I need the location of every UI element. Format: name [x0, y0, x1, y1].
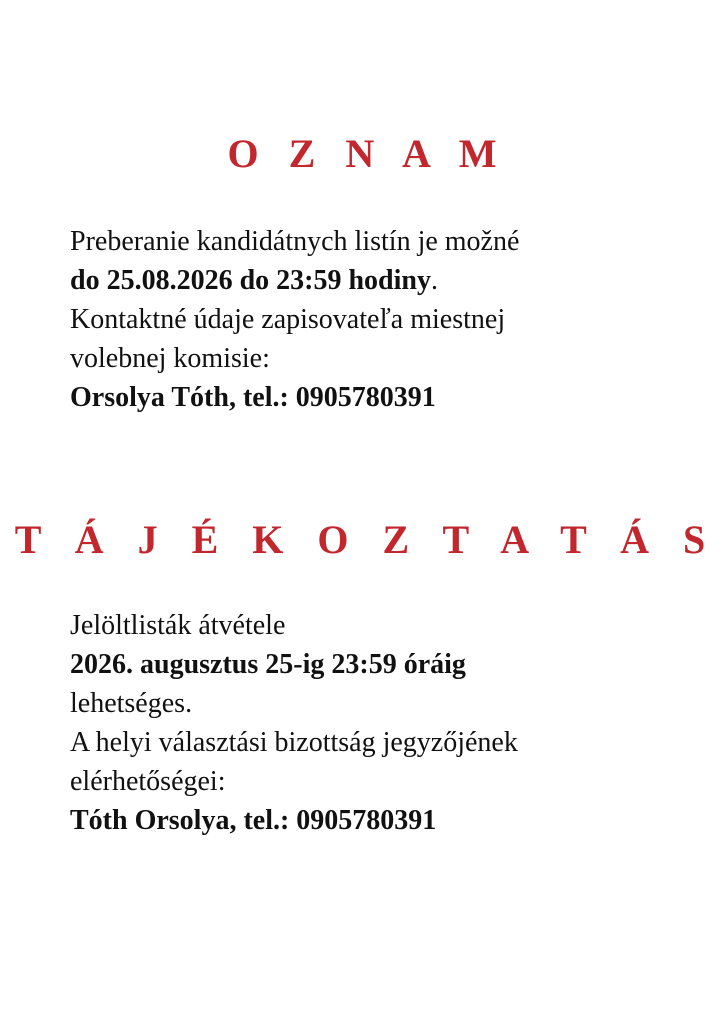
- deadline-hu: 2026. augusztus 25-ig 23:59 óráig: [70, 649, 466, 680]
- deadline-punct-sk: .: [430, 265, 438, 296]
- commission-line-sk: volebnej komisie:: [70, 343, 270, 374]
- notice-body-slovak: [70, 222, 710, 417]
- intro-line-sk: Preberanie kandidátnych listín je možné: [70, 226, 520, 257]
- contact-intro-line-sk: Kontaktné údaje zapisovateľa miestnej: [70, 304, 506, 335]
- possible-line-hu: lehetséges.: [70, 688, 193, 719]
- contact-intro-line-hu: A helyi választási bizottság jegyzőjének: [70, 727, 518, 758]
- notice-body-hungarian: [70, 606, 710, 840]
- contacts-label-hu: elérhetőségei:: [70, 766, 226, 797]
- intro-line-hu: Jelöltlisták átvétele: [70, 610, 286, 641]
- contact-sk: Orsolya Tóth, tel.: 0905780391: [70, 382, 436, 413]
- deadline-sk: do 25.08.2026 do 23:59 hodiny: [70, 265, 431, 296]
- contact-hu: Tóth Orsolya, tel.: 0905780391: [70, 805, 437, 836]
- heading-tajekoztatas: T Á J É K O Z T A T Á S: [14, 517, 718, 562]
- deadline-line-sk: [70, 261, 710, 300]
- heading-oznam: O Z N A M: [227, 131, 507, 176]
